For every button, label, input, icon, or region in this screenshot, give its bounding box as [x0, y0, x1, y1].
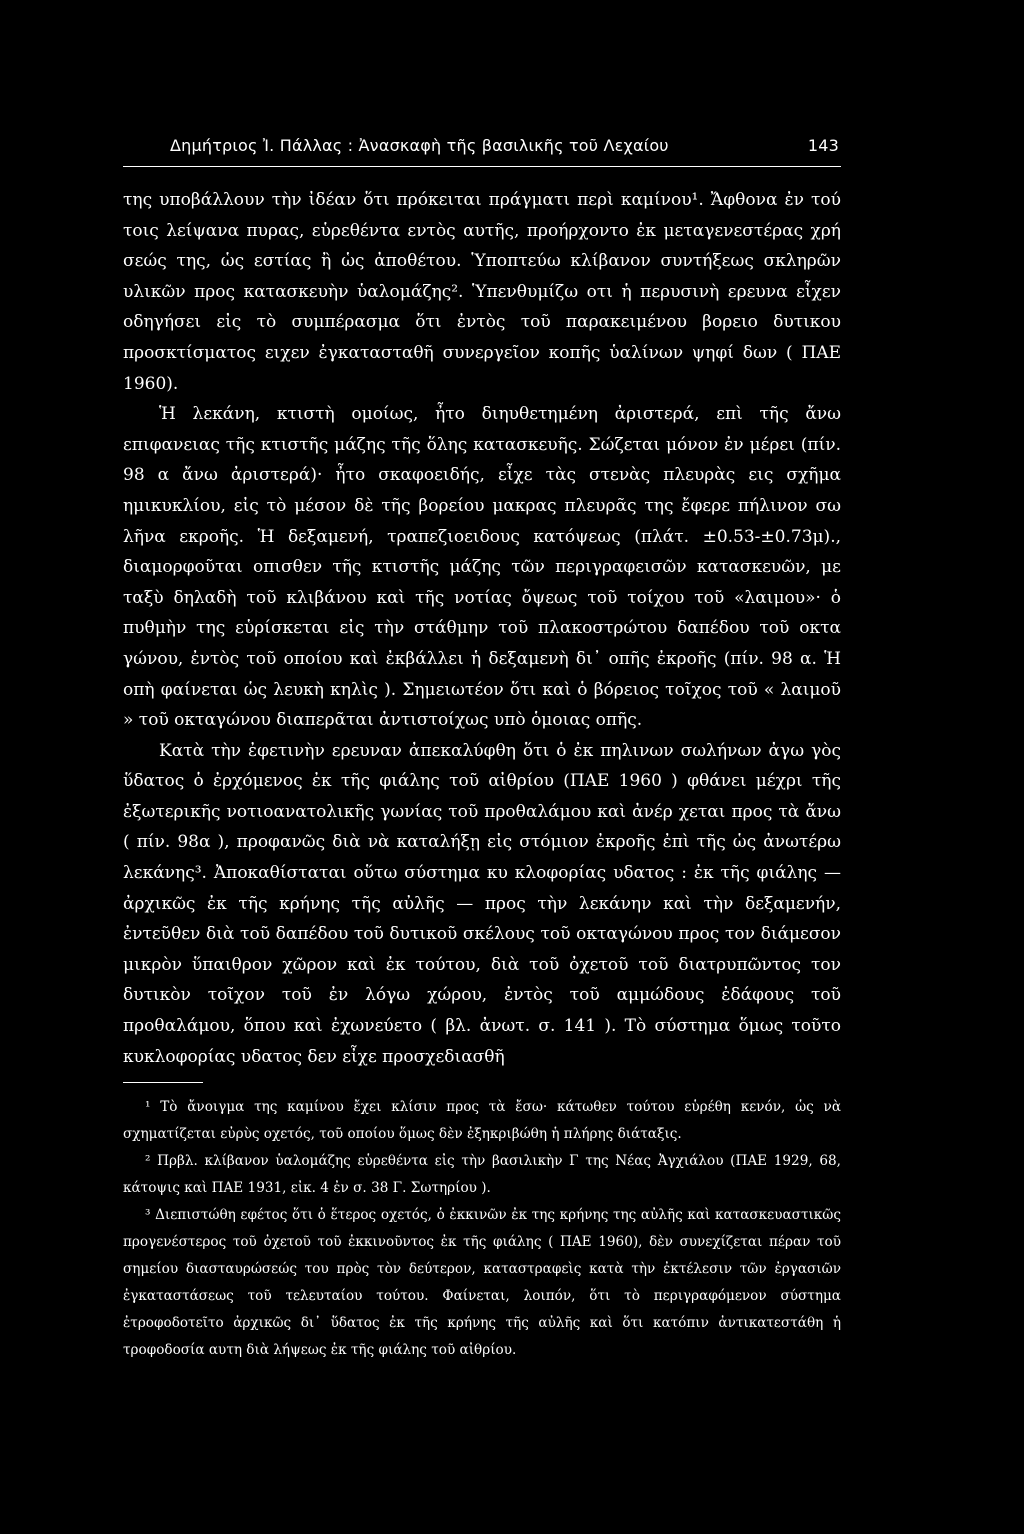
running-header [123, 136, 841, 167]
footnote-2: ² Πρβλ. κλίβανον ὑαλομάζης εὑρεθέντα εἰς τὴν βασιλικὴν Γ της Νέας Ἀγχιάλου (ΠΑΕ 1929, 68, κάτοψις καὶ ΠΑΕ 1931, εἰκ. 4 ἐν σ. 38 Γ. Σωτηρίου ). [123, 1153, 841, 1197]
page-number: 143 [807, 136, 839, 155]
page [123, 136, 841, 1364]
body-paragraph-2: Ἡ λεκάνη, κτιστὴ ομοίως, ἦτο διηυθετημένη ἀριστερά, επὶ τῆς ἄνω επιφανειας τῆς κτιστῆς μάζης τῆς ὅλης κατασκευῆς. Σώζεται μόνον ἐν μέρει (πίν. 98 α ἄνω ἀριστερά)· ἦτο σκαφοειδής, εἶχε τὰς στενὰς πλευρὰς εις σχῆμα ημικυκλίου, εἰς τὸ μέσον δὲ τῆς βορείου μακρας πλευρᾶς της ἔφερε πήλινον σω λῆνα εκροῆς. Ἡ δεξαμενή, τραπεζιοειδους κατόψεως (πλάτ. ±0.53-±0.73μ)., διαμορφοῦται οπισθεν τῆς κτιστῆς μάζης τῶν περιγραφεισῶν κατασκευῶν, με ταξὺ δηλαδὴ τοῦ κλιβάνου καὶ τῆς νοτίας ὄψεως τοῦ τοίχου τοῦ «λαιμου»· ὁ πυθμὴν της εὑρίσκεται εἰς τὴν στάθμην τοῦ πλακοστρώτου δαπέδου τοῦ οκτα γώνου, ἐντὸς τοῦ οποίου καὶ ἐκβάλλει ἡ δεξαμενὴ δι᾽ οπῆς ἐκροῆς (πίν. 98 α. Ἡ οπὴ φαίνεται ὡς λευκὴ κηλὶς ). Σημειωτέον ὅτι καὶ ὁ βόρειος τοῖχος τοῦ « λαιμοῦ » τοῦ οκταγώνου διαπερᾶται ἀντιστοίχως υπὸ ὁμοιας οπῆς. [123, 404, 841, 731]
footnote-separator [123, 1082, 203, 1083]
body-paragraph-1: της υποβάλλουν τὴν ἰδέαν ὅτι πρόκειται πράγματι περὶ καμίνου¹. Ἄφθονα ἐν τού τοις λείψανα πυρας, εὑρεθέντα εντὸς αυτῆς, προήρχοντο ἐκ μεταγενεστέρας χρή σεώς της, ὡς εστίας ἢ ὡς ἀποθέτου. Ὑποπτεύω κλίβανον συντήξεως σκληρῶν υλικῶν προς κατασκευὴν ὑαλομάζης². Ὑπενθυμίζω οτι ἡ περυσινὴ ερευνα εἶχεν οδηγήσει εἰς τὸ συμπέρασμα ὅτι ἐντὸς τοῦ παρακειμένου βορειο δυτικου προσκτίσματος ειχεν ἐγκατασταθῆ συνεργεῖον κοπῆς ὑαλίνων ψηφί δων ( ΠΑΕ 1960). [123, 190, 841, 394]
footnote-3: ³ Διεπιστώθη εφέτος ὅτι ὁ ἕτερος οχετός, ὁ ἐκκινῶν ἐκ της κρήνης της αὐλῆς καὶ κατασκευαστικῶς προγενέστερος τοῦ ὀχετοῦ τοῦ ἐκκινοῦντος ἐκ τῆς φιάλης ( ΠΑΕ 1960), δὲν συνεχίζεται πέραν τοῦ σημείου διασταυρώσεώς του πρὸς τὸν δεύτερον, καταστραφεὶς κατὰ τὴν ἐκτέλεσιν τῶν ἐργασιῶν ἐγκαταστάσεως τοῦ τελευταίου τούτου. Φαίνεται, λοιπόν, ὅτι τὸ περιγραφόμενον σύστημα ἐτροφοδοτεῖτο ἀρχικῶς δι᾽ ὕδατος ἐκ τῆς κρήνης τῆς αὐλῆς καὶ ὅτι κατόπιν ἀντικατεστάθη ἡ τροφοδοσία αυτη διὰ λήψεως ἐκ τῆς φιάλης τοῦ αἰθρίου. [123, 1207, 841, 1359]
body-text [123, 185, 841, 1072]
running-title: Δημήτριος Ἰ. Πάλλας : Ἀνασκαφὴ τῆς βασιλικῆς τοῦ Λεχαίου [170, 136, 669, 155]
footnotes [123, 1094, 841, 1364]
footnote-1: ¹ Τὸ ἄνοιγμα της καμίνου ἔχει κλίσιν προς τὰ ἔσω· κάτωθεν τούτου εὑρέθη κενόν, ὡς νὰ σχηματίζεται εὐρὺς οχετός, τοῦ οποίου ὅμως δὲν ἐξηκριβώθη ἡ πλήρης διάταξις. [123, 1099, 841, 1143]
body-paragraph-3: Κατὰ τὴν ἐφετινὴν ερευναν ἀπεκαλύφθη ὅτι ὁ ἐκ πηλινων σωλήνων ἀγω γὸς ὕδατος ὁ ἐρχόμενος ἐκ τῆς φιάλης τοῦ αἰθρίου (ΠΑΕ 1960 ) φθάνει μέχρι τῆς ἐξωτερικῆς νοτιοανατολικῆς γωνίας τοῦ προθαλάμου καὶ ἀνέρ χεται προς τὰ ἄνω ( πίν. 98α ), προφανῶς διὰ νὰ καταλήξῃ εἰς στόμιον ἐκροῆς ἐπὶ τῆς ὡς ἀνωτέρω λεκάνης³. Ἀποκαθίσταται οὕτω σύστημα κυ κλοφορίας υδατος : ἐκ τῆς φιάλης — ἀρχικῶς ἐκ τῆς κρήνης τῆς αὐλῆς — προς τὴν λεκάνην καὶ τὴν δεξαμενήν, ἐντεῦθεν διὰ τοῦ δαπέδου τοῦ δυτικοῦ σκέλους τοῦ οκταγώνου προς τον διάμεσον μικρὸν ὕπαιθρον χῶρον καὶ ἐκ τούτου, διὰ τοῦ ὀχετοῦ τοῦ διατρυπῶντος τον δυτικὸν τοῖχον τοῦ ἐν λόγω χώρου, ἐντὸς τοῦ αμμώδους ἐδάφους τοῦ προθαλάμου, ὅπου καὶ ἐχωνεύετο ( βλ. ἀνωτ. σ. 141 ). Τὸ σύστημα ὅμως τοῦτο κυκλοφορίας υδατος δεν εἶχε προσχεδιασθῆ [123, 740, 841, 1067]
